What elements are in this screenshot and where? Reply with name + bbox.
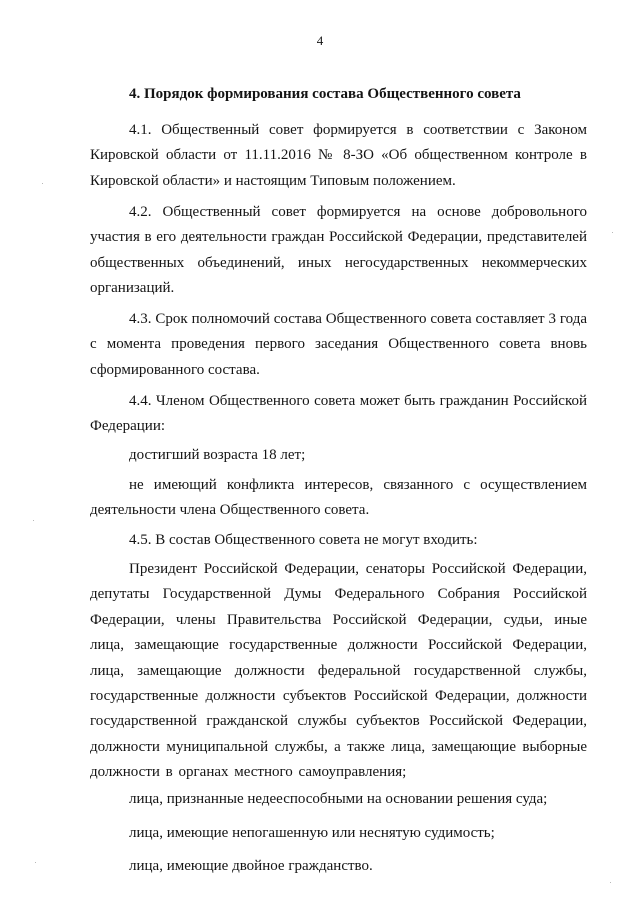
paragraph-4-1: 4.1. Общественный совет формируется в соответствии с Законом Кировской области от 11.11.2016 № 8-ЗО «Об общественном контроле в Кировской области» и настоящим Типовым положением. xyxy=(90,122,587,189)
scan-speck xyxy=(33,520,34,521)
scan-speck xyxy=(612,232,613,233)
document-body xyxy=(90,118,587,883)
scan-speck xyxy=(42,183,43,184)
scan-speck xyxy=(610,882,611,883)
list-item-dual-citizenship: лица, имеющие двойное гражданство. xyxy=(129,857,373,874)
list-item-criminal-record: лица, имеющие непогашенную или неснятую судимость; xyxy=(129,824,495,841)
paragraph-4-4: 4.4. Членом Общественного совета может быть гражданин Российской Федерации: xyxy=(90,392,587,434)
list-item-incapacitated: лица, признанные недееспособными на основании решения суда; xyxy=(129,791,548,808)
scan-speck xyxy=(35,862,36,863)
section-heading: 4. Порядок формирования состава Общественного совета xyxy=(129,86,521,102)
paragraph-4-3: 4.3. Срок полномочий состава Общественного совета составляет 3 года с момента проведения первого заседания Общественного совета вновь сформированного состава. xyxy=(90,310,587,378)
page-number: 4 xyxy=(316,33,324,48)
list-item-age: достигший возраста 18 лет; xyxy=(129,447,306,464)
paragraph-4-5: 4.5. В состав Общественного совета не могут входить: xyxy=(129,531,478,548)
paragraph-4-2: 4.2. Общественный совет формируется на основе добровольного участия в его деятельности граждан Российской Федерации, представителей общественных объединений, иных негосударственных некоммерческих организаций. xyxy=(90,203,587,296)
paragraph-officials: Президент Российской Федерации, сенаторы Российской Федерации, депутаты Государственной Думы Федерального Собрания Российской Федерации, члены Правительства Российской Федерации, судьи, иные лица, замещающие государственные должности Российской Федерации, лица, замещающие должности федеральной государственной службы, государственные должности субъектов Российской Федерации, должности государственной гражданской службы субъектов Российской Федерации, должности муниципальной службы, а также лица, замещающие выборные должности в органах местного самоуправления; xyxy=(90,561,587,781)
list-item-no-conflict: не имеющий конфликта интересов, связанного с осуществлением деятельности члена Общественного совета. xyxy=(90,476,587,519)
